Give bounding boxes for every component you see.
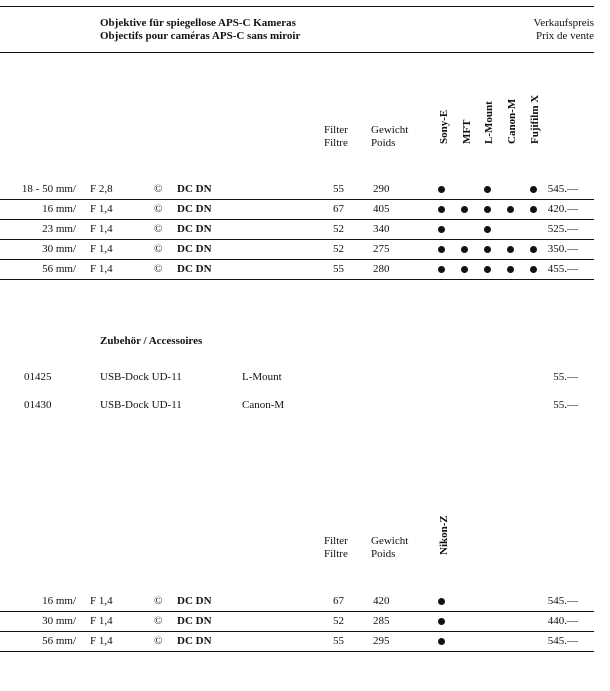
price-label-de: Verkaufspreis: [533, 17, 594, 29]
weight: 275: [373, 243, 390, 255]
top-rule: [0, 6, 594, 7]
article-code: 01430: [24, 399, 52, 411]
weight-label-fr-2: Poids: [371, 548, 396, 560]
focal-length: 18 - 50 mm/: [21, 183, 76, 195]
aperture: F 1,4: [90, 203, 113, 215]
aperture: F 1,4: [90, 263, 113, 275]
brand-mark: ©: [154, 615, 163, 627]
page-title: [100, 17, 300, 43]
weight-label-de: Gewicht: [371, 124, 409, 136]
focal-length: 30 mm/: [42, 243, 76, 255]
mount-available-dot: [484, 266, 491, 273]
table-row: [0, 180, 594, 200]
mount-available-dot: [438, 186, 445, 193]
mount-header-mft: MFT: [461, 119, 473, 144]
filter-size: 55: [333, 263, 344, 275]
price: 545.—: [547, 595, 578, 607]
weight: 285: [373, 615, 390, 627]
mount-header-nikon-z: Nikon-Z: [438, 515, 450, 555]
series-label: DC DN: [177, 243, 212, 255]
focal-length: 16 mm/: [42, 595, 76, 607]
weight: 295: [373, 635, 390, 647]
focal-length: 23 mm/: [42, 223, 76, 235]
filter-label-fr: Filtre: [324, 137, 348, 149]
article-code: 01425: [24, 371, 52, 383]
accessory-mount: L-Mount: [242, 371, 282, 383]
weight: 290: [373, 183, 390, 195]
series-label: DC DN: [177, 615, 212, 627]
filter-size: 55: [333, 635, 344, 647]
series-label: DC DN: [177, 223, 212, 235]
mount-available-dot: [507, 206, 514, 213]
mount-header-canon-m: Canon-M: [506, 98, 518, 144]
focal-length: 30 mm/: [42, 615, 76, 627]
price: 55.—: [553, 399, 578, 411]
filter-size: 67: [333, 203, 344, 215]
filter-column-header-2: [324, 535, 348, 561]
mount-available-dot: [438, 246, 445, 253]
mount-available-dot: [438, 226, 445, 233]
aperture: F 1,4: [90, 595, 113, 607]
filter-label-fr-2: Filtre: [324, 548, 348, 560]
table-row: [0, 632, 594, 652]
aperture: F 1,4: [90, 635, 113, 647]
focal-length: 56 mm/: [42, 263, 76, 275]
mount-available-dot: [484, 226, 491, 233]
mount-available-dot: [438, 206, 445, 213]
price: 525.—: [547, 223, 578, 235]
row-rule: [0, 651, 594, 652]
brand-mark: ©: [154, 243, 163, 255]
filter-column-header: [324, 124, 348, 150]
series-label: DC DN: [177, 595, 212, 607]
title-fr: Objectifs pour caméras APS-C sans miroir: [100, 30, 301, 42]
title-de: Objektive für spiegellose APS-C Kameras: [100, 17, 296, 29]
mount-available-dot: [530, 266, 537, 273]
header-rule: [0, 52, 594, 53]
table-row: [0, 592, 594, 612]
price: 455.—: [547, 263, 578, 275]
mount-available-dot: [484, 186, 491, 193]
mount-available-dot: [507, 246, 514, 253]
mount-available-dot: [461, 206, 468, 213]
table-row: [0, 240, 594, 260]
mount-available-dot: [438, 638, 445, 645]
mount-available-dot: [461, 246, 468, 253]
weight: 420: [373, 595, 390, 607]
price: 420.—: [547, 203, 578, 215]
focal-length: 16 mm/: [42, 203, 76, 215]
aperture: F 1,4: [90, 615, 113, 627]
weight-column-header: [371, 124, 408, 150]
brand-mark: ©: [154, 263, 163, 275]
mount-header-sony-e: Sony-E: [438, 109, 450, 144]
list-item: [0, 396, 594, 412]
weight: 405: [373, 203, 390, 215]
series-label: DC DN: [177, 263, 212, 275]
filter-label-de-2: Filter: [324, 535, 348, 547]
mount-available-dot: [461, 266, 468, 273]
price: 440.—: [547, 615, 578, 627]
list-item: [0, 368, 594, 384]
price-label-fr: Prix de vente: [535, 30, 594, 42]
table-row: [0, 200, 594, 220]
mount-available-dot: [530, 186, 537, 193]
series-label: DC DN: [177, 203, 212, 215]
brand-mark: ©: [154, 635, 163, 647]
weight: 340: [373, 223, 390, 235]
mount-available-dot: [438, 618, 445, 625]
filter-size: 52: [333, 223, 344, 235]
filter-size: 67: [333, 595, 344, 607]
table-row: [0, 260, 594, 280]
table-row: [0, 220, 594, 240]
price: 55.—: [553, 371, 578, 383]
filter-size: 52: [333, 615, 344, 627]
weight-column-header-2: [371, 535, 408, 561]
price: 545.—: [547, 635, 578, 647]
accessory-mount: Canon-M: [242, 399, 285, 411]
filter-label-de: Filter: [324, 124, 348, 136]
weight-label-de-2: Gewicht: [371, 535, 409, 547]
focal-length: 56 mm/: [42, 635, 76, 647]
mount-available-dot: [484, 206, 491, 213]
filter-size: 55: [333, 183, 344, 195]
brand-mark: ©: [154, 595, 163, 607]
mount-available-dot: [507, 266, 514, 273]
price: 350.—: [547, 243, 578, 255]
aperture: F 1,4: [90, 243, 113, 255]
weight-label-fr: Poids: [371, 137, 396, 149]
mount-available-dot: [530, 206, 537, 213]
accessory-name: USB-Dock UD-11: [100, 399, 182, 411]
accessories-title: Zubehör / Accessoires: [100, 335, 203, 347]
accessory-name: USB-Dock UD-11: [100, 371, 182, 383]
mount-header-l-mount: L-Mount: [483, 101, 495, 144]
row-rule: [0, 279, 594, 280]
series-label: DC DN: [177, 635, 212, 647]
brand-mark: ©: [154, 203, 163, 215]
mount-header-fujifilm-x: Fujifilm X: [529, 94, 541, 144]
mount-available-dot: [438, 266, 445, 273]
mount-available-dot: [438, 598, 445, 605]
aperture: F 1,4: [90, 223, 113, 235]
brand-mark: ©: [154, 223, 163, 235]
mount-available-dot: [530, 246, 537, 253]
series-label: DC DN: [177, 183, 212, 195]
weight: 280: [373, 263, 390, 275]
mount-available-dot: [484, 246, 491, 253]
price: 545.—: [547, 183, 578, 195]
price-header: [534, 17, 594, 43]
brand-mark: ©: [154, 183, 163, 195]
table-row: [0, 612, 594, 632]
aperture: F 2,8: [90, 183, 113, 195]
filter-size: 52: [333, 243, 344, 255]
